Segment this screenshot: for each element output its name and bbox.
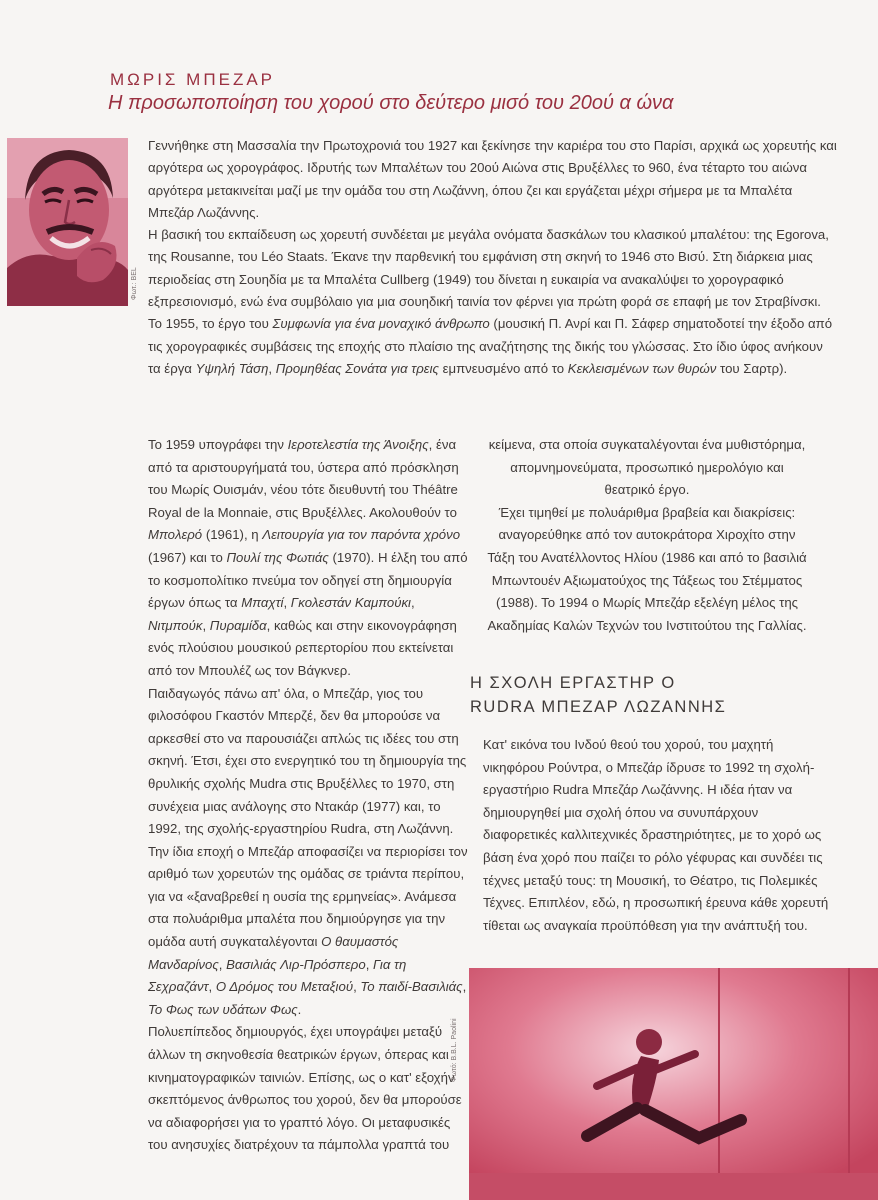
text-run: (1961), η: [202, 527, 263, 543]
text-run: (1967) και το: [148, 549, 227, 565]
work-title: Ο Δρόμος του Μεταξιού: [215, 979, 354, 995]
text-run: Παιδαγωγός πάνω απ' όλα, ο Μπεζάρ, γιος του φιλοσόφου Γκαστόν Μπερζέ, δεν θα μπορούσε να αρκεσθεί στο να παρουσιάζει απλώς τις ιδέες του στη σκηνή. Έτσι, έχει στο ενεργητικό του τη δημιουργία της θρυλικής σχολής Mudra στις Βρυξέλλες το 1970, στη συνέχεια μιας ανάλογης στο Ντακάρ (1977) και, το 1992, της σχολής-εργαστηρίου Rudra, στη Λωζάννη. Την ίδια εποχή ο Μπεζάρ αποφασίζει να περιορίσει τον αριθμό των χορευτών της ομάδας σε τριάντα περίπου, για να «ξαναβρεθεί η ουσία της ερμηνείας». Ανάμεσα στα πολυάριθμα μπαλέτα που δημιούργησε για την ομάδα αυτή συγκαταλέγονται: [148, 685, 468, 950]
text-run: ,: [218, 956, 227, 972]
work-title: Λειτουργία για τον παρόντα χρόνο: [262, 527, 461, 543]
section-body: [483, 734, 831, 937]
paragraph: [148, 313, 838, 380]
work-title: Πουλί της Φωτιάς: [226, 549, 329, 565]
text-run: Γεννήθηκε στη Μασσαλία την Πρωτοχρονιά του 1927 και ξεκίνησε την καριέρα του στο Παρίσι, αρχικά ως χορευτής και αργότερα ως χορογράφος. Ιδρυτής των Μπαλέτων του 20ού Αιώνα στις Βρυξέλλες το 960, ένα τέταρτο του αιώνα αργότερα μετακινείται μαζί με την ομάδα του στη Λωζάννη, όπου ζει και εργάζεται μέχρι σήμερα με τα Μπαλέτα Μπεζάρ Λωζάννης.: [148, 138, 837, 220]
dancer-photo: [469, 968, 878, 1200]
portrait-illustration: [7, 138, 128, 306]
text-run: , καθώς και στην εικονογράφηση ενός πλούσιου μουσικού ρεπερτορίου που εκτείνεται από τον Μπουλέζ ως τον Βάγκνερ.: [148, 617, 457, 678]
work-title: Ιεροτελεστία της Άνοιξης: [287, 437, 429, 452]
paragraph: [487, 434, 807, 502]
text-run: ,: [283, 595, 291, 611]
text-run: .: [297, 1001, 302, 1017]
text-run: Έχει τιμηθεί με πολυάριθμα βραβεία και διακρίσεις: αναγορεύθηκε από τον αυτοκράτορα Χιροχίτο στην Τάξη του Ανατέλλοντος Ηλίου (1986 και από το βασιλιά Μπωντουέν Αξιωματούχος της Τάξεως του Στέμματος (1988). Το 1994 ο Μωρίς Μπεζάρ εξελέγη μέλος της Ακαδημίας Καλών Τεχνών του Ινστιτούτου της Γαλλίας.: [487, 504, 807, 633]
work-title: Νιτμπούκ: [148, 617, 203, 633]
bio-block: [148, 135, 838, 380]
paragraph: [148, 434, 470, 683]
dancer-illustration: [469, 968, 878, 1200]
portrait-photo: [7, 138, 128, 306]
text-run: (1970). Η έλξη του από το κοσμοπολίτικο πνεύμα τον οδηγεί στη δημιουργία έργων όπως τα: [148, 549, 468, 611]
text-run: Κατ' εικόνα του Ινδού θεού του χορού, του μαχητή νικηφόρου Ρούντρα, ο Μπεζάρ ίδρυσε το 1992 τη σχολή-εργαστήριο Rudra Μπεζάρ Λωζάννης. Η ιδέα ήταν να δημιουργηθεί μια σχολή όπου να συνυπάρχουν διαφορετικές καλλιτεχνικές δραστηριότητες, με το χορό ως βάση ένα χορό που παίζει το ρόλο γέφυρας και συνδέει τις τέχνες μεταξύ τους: τη Μουσική, το Θέατρο, τις Πολεμικές Τέχνες. Επιπλέον, εδώ, η προσωπική έρευνα κάθε χορευτή τίθεται ως αναγκαία προϋπόθεση για την ανάπτυξή του.: [483, 737, 829, 933]
paragraph: [148, 683, 470, 1022]
section-heading: [470, 671, 800, 719]
text-run: Πολυεπίπεδος δημιουργός, έχει υπογράψει μεταξύ άλλων τη σκηνοθεσία θεατρικών έργων, όπερας και κινηματογραφικών ταινιών. Επίσης, ως ο κατ' εξοχήν σκεπτόμενος άνθρωπος του χορού, δεν θα μπορούσε να αδιαφορήσει για το γραπτό λόγο. Οι μεταφυσικές του ανησυχίες διατρέχουν τα πάμπολλα γραπτά του: [148, 1024, 462, 1153]
article-subtitle: Η προσωποποίηση του χορού στο δεύτερο μισό του 20ού α ώνα: [108, 92, 674, 114]
text-run: , ένα από τα αριστουργήματά του, ύστερα από πρόσκληση του Μωρίς Ουισμάν, νέου τότε διευθυντή του Théâtre Royal de la Monnaie, στις Βρυξέλλες. Ακολουθούν το: [148, 437, 459, 520]
work-title: Φως: [269, 1001, 298, 1017]
work-title: Ο θαυμαστός Μανδαρίνος: [148, 934, 399, 972]
work-title: Συμφωνία για ένα μοναχικό άνθρωπο: [272, 316, 490, 332]
portrait-credit: Φωτ.: BEL: [131, 267, 138, 300]
work-title: Προμηθέας: [275, 360, 342, 376]
work-title: Μπολερό: [148, 527, 203, 543]
text-run: Το 1955, το έργο του: [148, 316, 273, 332]
work-title: Το Φως των υδάτων: [148, 1001, 267, 1017]
work-title: Πυραμίδα: [209, 617, 267, 633]
text-run: ,: [462, 979, 467, 995]
text-run: ,: [202, 617, 210, 633]
section-heading-line: Η ΣΧΟΛΗ ΕΡΓΑΣΤΗΡ Ο: [470, 674, 676, 692]
text-run: ,: [268, 360, 276, 376]
section-heading-line: RUDRA ΜΠΕΖΑΡ ΛΩΖΑΝΝΗΣ: [470, 698, 727, 716]
work-title: Γκολεστάν: [290, 595, 352, 611]
right-column: [487, 434, 807, 637]
article-kicker: ΜΩΡΙΣ ΜΠΕΖΑΡ: [110, 70, 276, 89]
paragraph: [148, 1021, 470, 1157]
work-title: Καμπούκι: [354, 595, 411, 611]
left-column: [148, 434, 470, 1157]
text-run: του Σαρτρ).: [716, 360, 788, 376]
text-run: ,: [353, 979, 361, 995]
work-title: Για τη Σεχραζάντ: [148, 956, 407, 995]
text-run: εμπνευσμένο από το: [438, 360, 568, 376]
paragraph: [483, 734, 831, 937]
work-title: Βασιλιάς Λιρ-Πρόσπερο: [226, 956, 366, 972]
work-title: Το παιδί-Βασιλιάς: [360, 979, 463, 995]
text-run: Η βασική του εκπαίδευση ως χορευτή συνδέεται με μεγάλα ονόματα δασκάλων του κλασικού μπαλέτου: της Egorova, της Rousanne, του Léo Staats. Έκανε την παρθενική του εμφάνιση στη σκηνή το 1946 στο Βισύ. Στη διάρκεια μιας περιοδείας στη Σουηδία με τα Μπαλέτα Cullberg (1949) του δίνεται η ευκαιρία να ανακαλύψει το χορογραφικό εξπρεσιονισμό, ενώ ένα συμβόλαιο για μια σουηδική ταινία τον φέρνει για πρώτη φορά σε επαφή με τον Στραβίνσκι.: [148, 227, 829, 310]
paragraph: [148, 224, 838, 313]
dancer-photo-credit: Φωτό: B.B.L. Paolini: [451, 1018, 458, 1082]
work-title: Μπαχτί: [241, 595, 284, 611]
text-run: κείμενα, στα οποία συγκαταλέγονται ένα μυθιστόρημα, απομνημονεύματα, προσωπικό ημερολόγιο και θεατρικό έργο.: [488, 437, 806, 498]
work-title: Σονάτα για τρεις: [345, 360, 439, 376]
text-run: ,: [208, 979, 216, 995]
work-title: Υψηλή Τάση: [195, 360, 269, 376]
work-title: Κεκλεισμένων των θυρών: [567, 360, 717, 376]
text-run: (μουσική Π. Ανρί και Π. Σάφερ σηματοδοτεί την έξοδο από τις χορογραφικές συμβάσεις της εποχής στο πλαίσιο της αναζήτησης της δικής του γλώσσας. Στο ίδιο ύφος ανήκουν τα έργα: [148, 316, 833, 376]
text-run: Το 1959 υπογράφει την: [148, 437, 288, 452]
paragraph: [487, 502, 807, 638]
paragraph: [148, 135, 838, 224]
text-run: ,: [410, 595, 415, 611]
text-run: ,: [365, 956, 374, 972]
